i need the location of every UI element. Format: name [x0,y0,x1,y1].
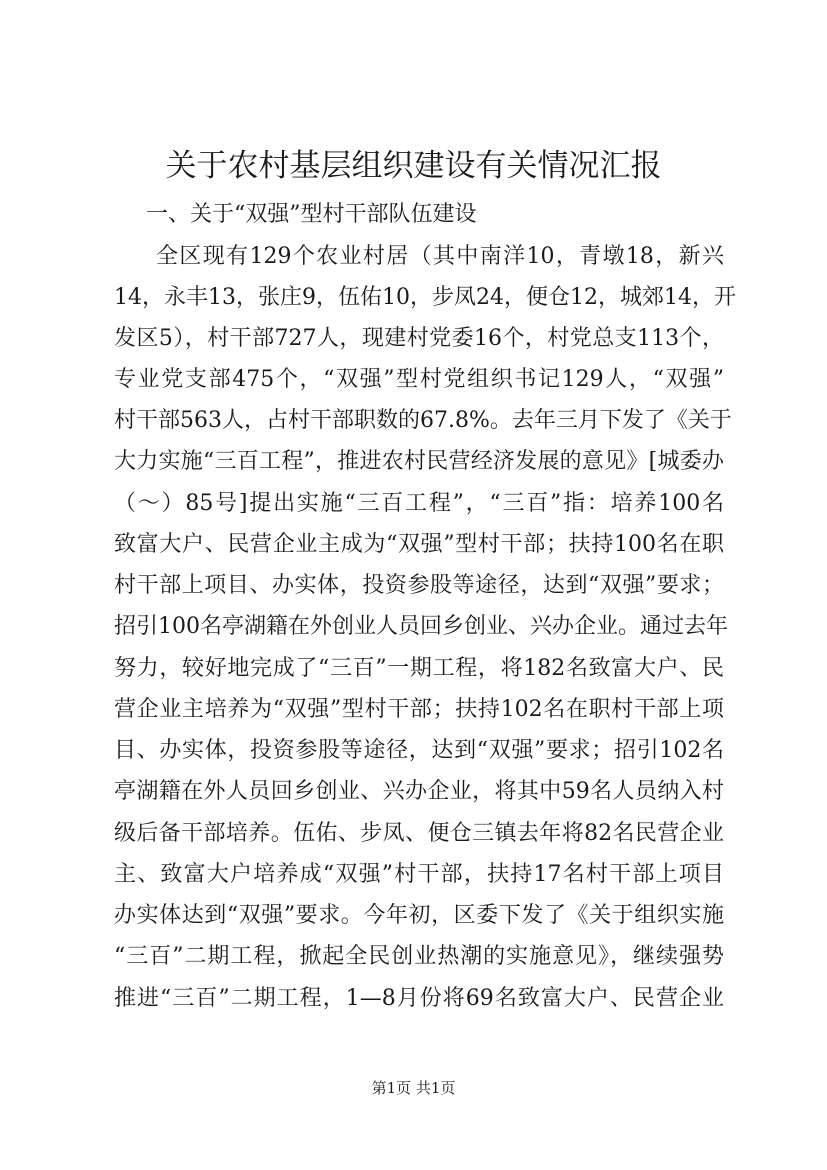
paragraph-line: 专业党支部475个，“双强”型村党组织书记129人，“双强” [114,367,724,392]
paragraph-line: 村干部563人，占村干部职数的67.8%。去年三月下发了《关于 [114,408,732,433]
paragraph-line: 全区现有129个农业村居（其中南洋10，青墩18，新兴 [156,244,724,269]
paragraph-line: 主、致富大户培养成“双强”村干部，扶持17名村干部上项目 [114,862,724,887]
paragraph-line: 招引100名亭湖籍在外创业人员回乡创业、兴办企业。通过去年 [114,614,728,639]
paragraph-line: 努力，较好地完成了“三百”一期工程，将182名致富大户、民 [114,656,724,681]
paragraph-line: 目、办实体，投资参股等途径，达到“双强”要求；招引102名 [114,738,724,763]
page-footer: 第1页 共1页 [371,1079,456,1097]
paragraph-line: 14，永丰13，张庄9，伍佑10，步凤24，便仓12，城郊14，开 [114,285,736,310]
paragraph-line: 亭湖籍在外人员回乡创业、兴办企业，将其中59名人员纳入村 [114,779,724,804]
paragraph-line: 大力实施“三百工程”，推进农村民营经济发展的意见》[城委办 [114,449,724,474]
paragraph-line: 推进“三百”二期工程，1—8月份将69名致富大户、民营企业 [114,986,724,1011]
document-title: 关于农村基层组织建设有关情况汇报 [165,148,662,184]
paragraph-line: （～）85号]提出实施“三百工程”，“三百”指：培养100名 [114,491,724,516]
paragraph-line: 发区5），村干部727人，现建村党委16个，村党总支113个， [114,326,724,351]
paragraph-line: 村干部上项目、办实体，投资参股等途径，达到“双强”要求； [114,573,724,598]
paragraph-line: 办实体达到“双强”要求。今年初，区委下发了《关于组织实施 [114,903,724,928]
paragraph-line: 级后备干部培养。伍佑、步凤、便仓三镇去年将82名民营企业 [114,821,724,846]
paragraph-line: “三百”二期工程，掀起全民创业热潮的实施意见》，继续强势 [114,944,724,969]
paragraph-line: 致富大户、民营企业主成为“双强”型村干部；扶持100名在职 [114,532,724,557]
paragraph-line: 营企业主培养为“双强”型村干部；扶持102名在职村干部上项 [114,697,724,722]
section-heading: 一、关于“双强”型村干部队伍建设 [146,202,477,227]
